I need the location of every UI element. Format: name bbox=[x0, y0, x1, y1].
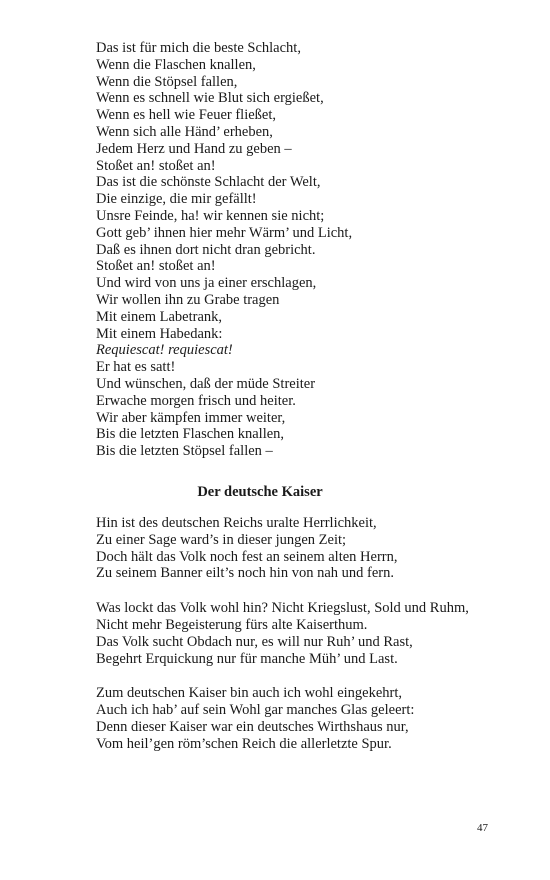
poem-line: Wir aber kämpfen immer weiter, bbox=[96, 409, 286, 426]
poem-line: Gott geb’ ihnen hier mehr Wärm’ und Licht, bbox=[96, 224, 353, 241]
poem-line: Zu seinem Banner eilt’s noch hin von nah und fern. bbox=[96, 565, 394, 582]
poem-continuation bbox=[96, 40, 516, 460]
poem-line: Mit einem Labetrank, bbox=[96, 308, 223, 325]
poem-line: Auch ich hab’ auf sein Wohl gar manches Glas geleert: bbox=[96, 702, 415, 719]
poem-line: Jedem Herz und Hand zu geben – bbox=[96, 140, 292, 157]
poem-line: Zum deutschen Kaiser bin auch ich wohl eingekehrt, bbox=[96, 685, 403, 702]
poem-line: Das ist für mich die beste Schlacht, bbox=[96, 40, 301, 56]
poem-line: Wenn es hell wie Feuer fließet, bbox=[96, 107, 277, 124]
stanza bbox=[96, 600, 516, 667]
poem-line: Erwache morgen frisch und heiter. bbox=[96, 392, 296, 409]
poem-line: Mit einem Habedank: bbox=[96, 325, 223, 342]
poem-line: Bis die letzten Flaschen knallen, bbox=[96, 426, 285, 443]
poem-line: Nicht mehr Begeisterung fürs alte Kaiserthum. bbox=[96, 616, 368, 633]
poem-line: Bis die letzten Stöpsel fallen – bbox=[96, 443, 273, 460]
poem-line: Was lockt das Volk wohl hin? Nicht Kriegslust, Sold und Ruhm, bbox=[96, 600, 469, 617]
poem-line: Wenn die Flaschen knallen, bbox=[96, 56, 256, 73]
poem-line: Doch hält das Volk noch fest an seinem alten Herrn, bbox=[96, 548, 398, 565]
poem-title: Der deutsche Kaiser bbox=[197, 483, 323, 500]
poem-line: Die einzige, die mir gefällt! bbox=[96, 191, 257, 208]
poem-line: Unsre Feinde, ha! wir kennen sie nicht; bbox=[96, 207, 325, 224]
poem-line: Daß es ihnen dort nicht dran gebricht. bbox=[96, 241, 316, 258]
poem-line: Und wird von uns ja einer erschlagen, bbox=[96, 275, 317, 292]
stanza bbox=[96, 685, 516, 752]
poem-line: Wenn es schnell wie Blut sich ergießet, bbox=[96, 90, 324, 107]
poem-line: Vom heil’gen röm’schen Reich die allerletzte Spur. bbox=[96, 735, 392, 752]
poem-line: Wenn die Stöpsel fallen, bbox=[96, 73, 238, 90]
poem-line: Denn dieser Kaiser war ein deutsches Wirthshaus nur, bbox=[96, 718, 409, 735]
poem-line: Hin ist des deutschen Reichs uralte Herrlichkeit, bbox=[96, 514, 377, 531]
poem-line: Und wünschen, daß der müde Streiter bbox=[96, 375, 316, 392]
poem-line: Das ist die schönste Schlacht der Welt, bbox=[96, 174, 321, 191]
stanza bbox=[96, 515, 516, 582]
poem-line: Requiescat! requiescat! bbox=[96, 342, 233, 359]
poem-line: Er hat es satt! bbox=[96, 359, 176, 376]
poem-line: Stoßet an! stoßet an! bbox=[96, 258, 216, 275]
poem-line: Zu einer Sage ward’s in dieser jungen Zeit; bbox=[96, 531, 347, 548]
poem-line: Wir wollen ihn zu Grabe tragen bbox=[96, 291, 280, 308]
poem-line: Begehrt Erquickung nur für manche Müh’ und Last. bbox=[96, 650, 398, 667]
page-content bbox=[96, 40, 516, 752]
poem-line: Stoßet an! stoßet an! bbox=[96, 157, 216, 174]
poem-line: Wenn sich alle Händ’ erheben, bbox=[96, 123, 273, 140]
poem-line: Das Volk sucht Obdach nur, es will nur Ruh’ und Rast, bbox=[96, 633, 413, 650]
page-number: 47 bbox=[477, 822, 488, 834]
poem-der-deutsche-kaiser bbox=[96, 515, 516, 753]
